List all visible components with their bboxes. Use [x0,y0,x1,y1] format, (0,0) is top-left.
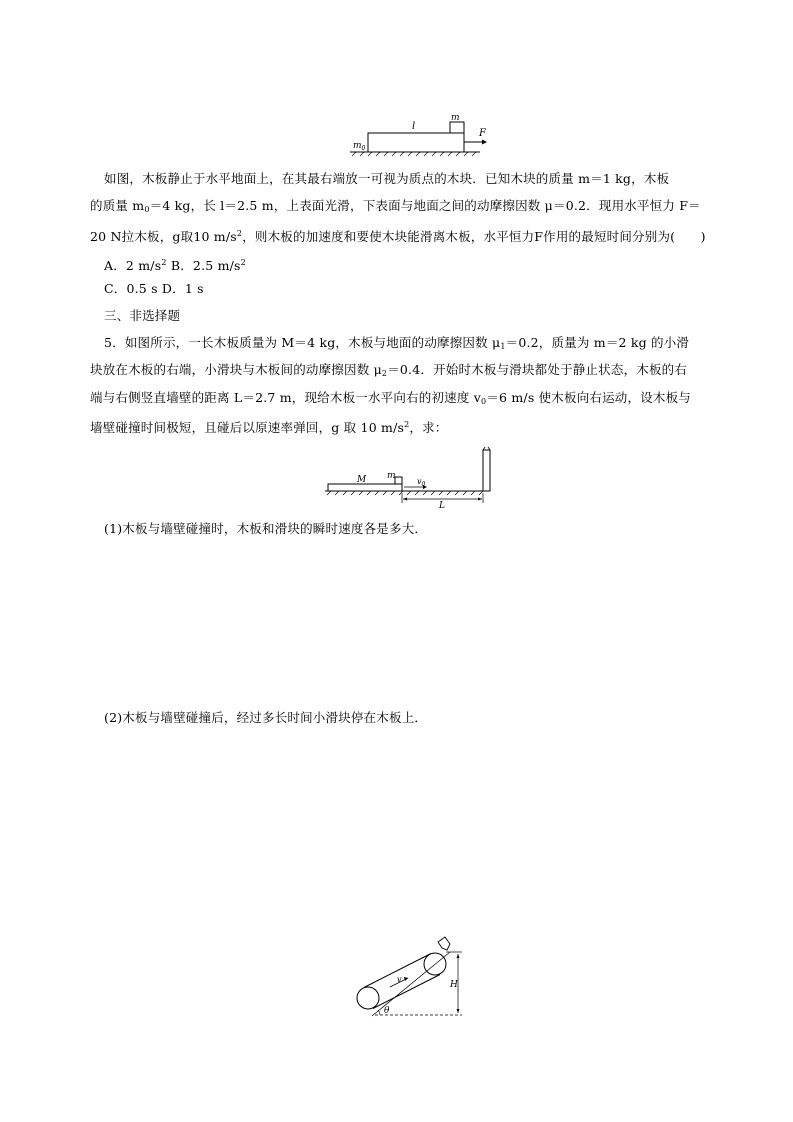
object-on-belt [438,937,450,950]
q5-part-2: (2)木板与墙壁碰撞后，经过多长时间小滑块停在木板上． [104,710,428,725]
wall [483,450,490,491]
label-theta: θ [384,1006,390,1016]
small-block [395,477,402,484]
force-arrow-icon [482,140,487,145]
svg-text:m0: $m_0$ [353,141,366,152]
q5-line-4: 墙壁碰撞时间极短，且碰后以原速率弹回，g 取 10 $m/s^2$，求： [90,420,448,435]
q5-line-2: 块放在木板的右端，小滑块与木板间的动摩擦因数 $\mu_2=0.4$．开始时木板与滑块都处于静止状态，木板的右 [90,362,688,378]
plank [368,133,464,152]
q4-options-ab: A．2 $m/s^2$ B．2.5 $m/s^2$ [104,258,246,273]
q5-line-1: 5．如图所示，一长木板质量为 M＝4 kg，木板与地面的动摩擦因数 $\mu_1=0.2$，质量为 m＝2 kg 的小滑 [104,335,690,351]
option-b: B．2.5 m/s [170,258,241,273]
label-m: m [387,471,396,481]
figure-inclined-conveyor [350,920,470,1020]
label-H: H [450,980,458,990]
q4-line-2: 的质量 $m_0=4$ kg，长 l＝2.5 m，上表面光滑，下表面与地面之间的动摩擦因数 μ＝0.2．现用水平恒力 F＝ [90,198,701,214]
section-heading: 三、非选择题 [104,308,181,323]
label-L: L [439,501,445,510]
long-plank [328,484,402,491]
q4-line-3: 20 N拉木板，g取10 $m/s^2$，则木板的加速度和要使木块能滑离木板，水平恒力F作用的最短时间分别为( ) [90,229,706,244]
q4-options-cd [104,280,204,298]
label-M: M [357,475,367,485]
label-l: l [412,121,416,132]
option-d: D．1 s [161,281,204,296]
option-c: C．0.5 s [104,281,158,296]
lower-roller [357,987,379,1009]
q5-line-3: 端与右侧竖直墙壁的距离 L＝2.7 m，现给木板一水平向右的初速度 $v_0=6$ m/s 使木板向右运动，设木板与 [90,390,692,406]
figure-plank-block-force [350,112,500,157]
belt-velocity-arrow-icon [404,977,408,981]
option-a: A．2 m/s [104,258,162,273]
block [450,122,464,133]
q4-line-1: 如图，木板静止于水平地面上，在其最右端放一可视为质点的木块．已知木块的质量 m＝1 kg，木板 [104,171,670,186]
figure-plank-wall [325,445,500,510]
svg-text:v0: $v_0$ [417,477,426,488]
q5-part-1: (1)木板与墙壁碰撞时，木板和滑块的瞬时速度各是多大． [104,521,428,536]
label-F: F [479,128,486,139]
label-v: v [397,975,402,984]
label-m: m [451,113,460,123]
